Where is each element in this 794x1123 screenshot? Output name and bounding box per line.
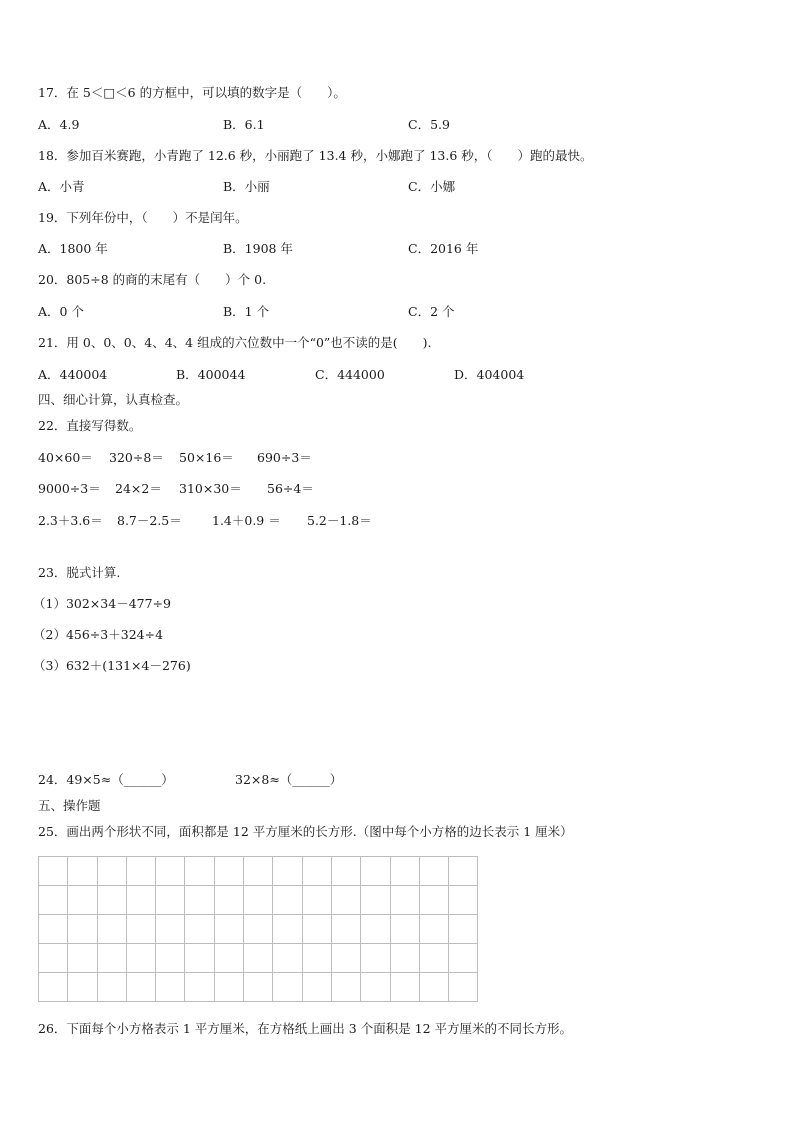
q24-item1: 24．49×5≈（______） xyxy=(38,772,174,787)
q20-option-a: A．0 个 xyxy=(38,304,84,319)
q22-stem: 22．直接写得数。 xyxy=(38,418,142,433)
q26-stem: 26．下面每个小方格表示 1 平方厘米，在方格纸上画出 3 个面积是 12 平方厘米的不同长方形。 xyxy=(38,1021,573,1036)
q20-option-c: C．2 个 xyxy=(408,304,455,319)
section4-title: 四、细心计算，认真检查。 xyxy=(38,392,189,407)
q17-option-b: B．6.1 xyxy=(223,117,265,132)
q22-row1-item1: 40×60＝ xyxy=(38,450,93,465)
q22-row1-item3: 50×16＝ xyxy=(179,450,234,465)
q21-option-b: B．400044 xyxy=(176,367,246,382)
q23-item1: （1）302×34－477÷9 xyxy=(33,596,171,611)
q19-option-a: A．1800 年 xyxy=(38,241,108,256)
q21-option-c: C．444000 xyxy=(315,367,385,382)
q18-option-b: B．小丽 xyxy=(223,179,270,194)
grid-row xyxy=(39,857,478,886)
q22-row2-item3: 310×30＝ xyxy=(179,481,242,496)
q17-option-c: C．5.9 xyxy=(408,117,450,132)
grid-row xyxy=(39,915,478,944)
q19-option-b: B．1908 年 xyxy=(223,241,293,256)
q18-option-a: A．小青 xyxy=(38,179,85,194)
grid-paper xyxy=(38,856,478,1002)
q21-option-a: A．440004 xyxy=(38,367,108,382)
grid-row xyxy=(39,886,478,915)
q22-row2-item1: 9000÷3＝ xyxy=(38,481,101,496)
q19-option-c: C．2016 年 xyxy=(408,241,479,256)
q23-item3: （3）632＋(131×4－276) xyxy=(33,658,191,673)
q21-option-d: D．404004 xyxy=(454,367,525,382)
q24-item2: 32×8≈（______） xyxy=(235,772,343,787)
q22-row1-item4: 690÷3＝ xyxy=(257,450,312,465)
q22-row2-item4: 56÷4＝ xyxy=(267,481,314,496)
q18-option-c: C．小娜 xyxy=(408,179,456,194)
q20-stem: 20．805÷8 的商的末尾有（ ）个 0. xyxy=(38,272,267,287)
q23-item2: （2）456÷3＋324÷4 xyxy=(33,627,164,642)
section5-title: 五、操作题 xyxy=(38,798,101,813)
q22-row2-item2: 24×2＝ xyxy=(115,481,162,496)
grid-row xyxy=(39,973,478,1002)
q25-stem: 25．画出两个形状不同，面积都是 12 平方厘米的长方形.（图中每个小方格的边长表示 1 厘米） xyxy=(38,824,573,839)
grid-row xyxy=(39,944,478,973)
q17-stem: 17．在 5＜□＜6 的方框中，可以填的数字是（ ）。 xyxy=(38,85,346,100)
q22-row3-item4: 5.2－1.8＝ xyxy=(307,513,372,528)
q20-option-b: B．1 个 xyxy=(223,304,270,319)
q22-row1-item2: 320÷8＝ xyxy=(109,450,164,465)
q18-stem: 18．参加百米赛跑，小青跑了 12.6 秒，小丽跑了 13.4 秒，小娜跑了 13.6 秒，（ ）跑的最快。 xyxy=(38,148,593,163)
q17-option-a: A．4.9 xyxy=(38,117,80,132)
q19-stem: 19．下列年份中，（ ）不是闰年。 xyxy=(38,210,248,225)
q22-row3-item2: 8.7－2.5＝ xyxy=(117,513,182,528)
q22-row3-item3: 1.4＋0.9 ＝ xyxy=(212,513,281,528)
q22-row3-item1: 2.3＋3.6＝ xyxy=(38,513,103,528)
q21-stem: 21．用 0、0、0、4、4、4 组成的六位数中一个“0”也不读的是( ). xyxy=(38,335,432,350)
q23-stem: 23．脱式计算. xyxy=(38,565,121,580)
